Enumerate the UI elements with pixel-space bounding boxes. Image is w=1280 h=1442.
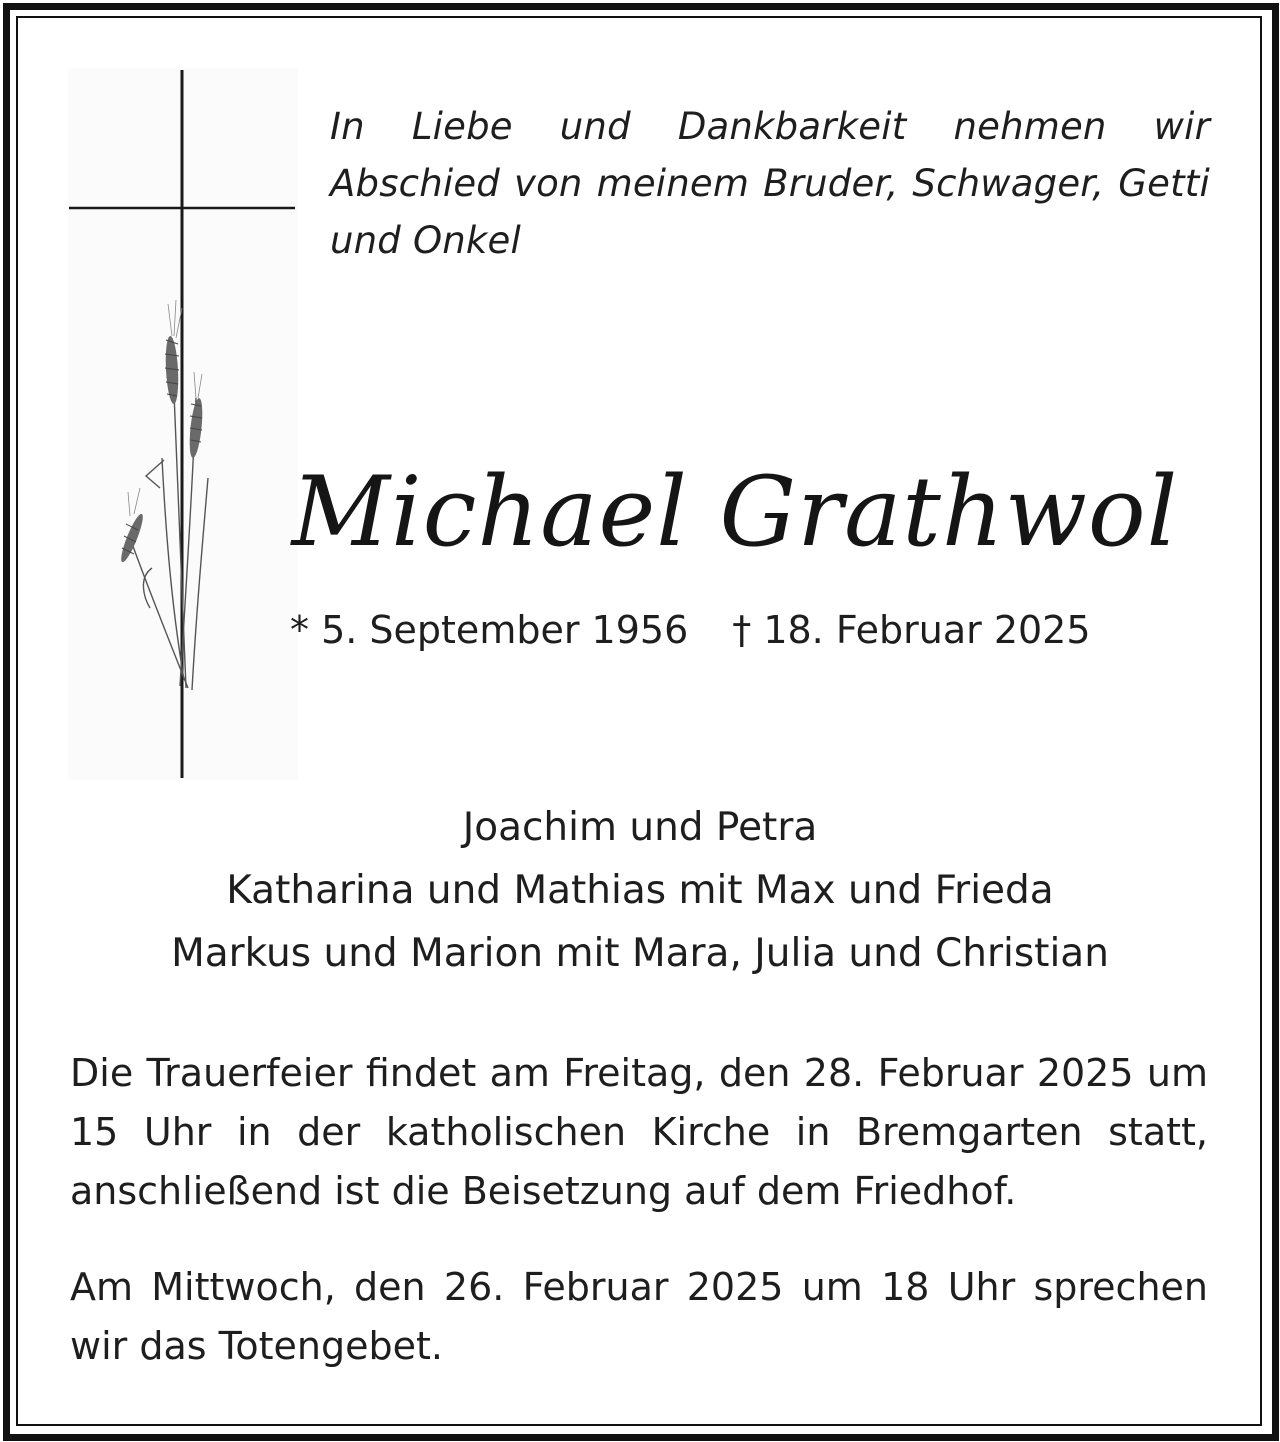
death-date: † 18. Februar 2025 (732, 608, 1091, 652)
funeral-info: Die Trauerfeier findet am Freitag, den 28. Februar 2025 um 15 Uhr in der katholischen Kirche in Bremgarten statt, anschließend ist die Beisetzung auf dem Friedhof. (70, 1051, 1208, 1213)
birth-date: * 5. September 1956 (290, 608, 689, 652)
life-dates (290, 600, 1190, 660)
mourner-line: Joachim und Petra (462, 805, 818, 850)
prayer-info: Am Mittwoch, den 26. Februar 2025 um 18 Uhr sprechen wir das Totengebet. (70, 1265, 1208, 1368)
mourner-line: Katharina und Mathias mit Max und Frieda (226, 868, 1054, 913)
intro-text: In Liebe und Dankbarkeit nehmen wir Abschied von meinem Bruder, Schwager, Getti und Onkel (330, 105, 1210, 262)
deceased-name (270, 440, 1200, 590)
mourners-list (40, 796, 1240, 985)
svg-text:Michael Grathwol: Michael Grathwol (291, 456, 1179, 568)
cross-with-wheat-icon (68, 68, 298, 780)
mourner-line: Markus und Marion mit Mara, Julia und Christian (171, 931, 1109, 976)
